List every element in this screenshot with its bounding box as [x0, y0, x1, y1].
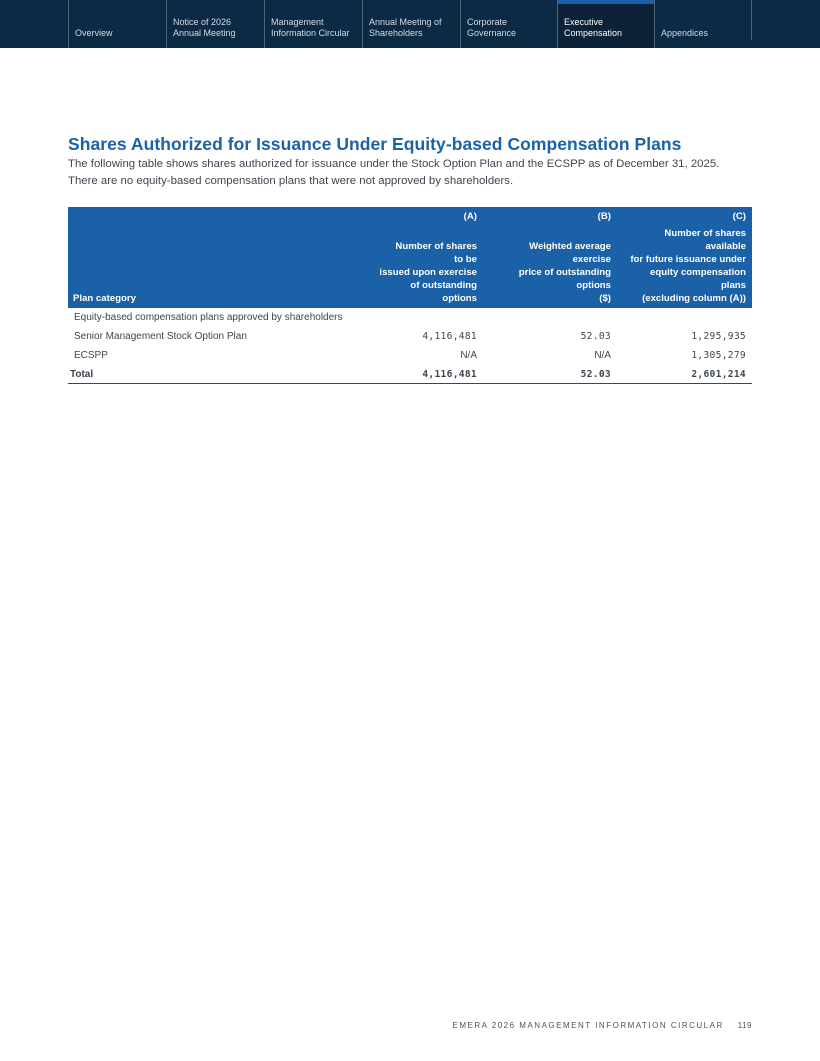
table-row — [68, 346, 752, 365]
top-navigation — [0, 0, 820, 48]
table-row — [68, 327, 752, 346]
equity-compensation-table — [68, 207, 752, 384]
row-value-b: N/A — [594, 350, 611, 361]
row-label: Senior Management Stock Option Plan — [74, 331, 247, 342]
header-col-b-letter: (B) — [597, 211, 611, 222]
nav-tab-label: Corporate Governance — [467, 17, 517, 38]
page-title: Shares Authorized for Issuance Under Equity-based Compensation Plans — [68, 134, 682, 154]
nav-tab-label: Executive Compensation — [564, 17, 623, 38]
nav-tab-label: Appendices — [661, 28, 709, 38]
intro-paragraph — [68, 156, 758, 190]
nav-tab-label: Annual Meeting of Shareholders — [369, 17, 442, 38]
nav-tab-annual-meeting-of-shareholders[interactable] — [362, 0, 460, 48]
nav-tab-notice-annual-meeting[interactable] — [166, 0, 264, 48]
header-col-a-letter: (A) — [463, 211, 477, 222]
header-col-a: Number of shares to be issued upon exercise of outstanding options — [379, 241, 477, 304]
table-total-row — [68, 365, 752, 384]
intro-line-1: The following table shows shares authorized for issuance under the Stock Option Plan and the ECSPP as of December 31, 2025. — [68, 158, 720, 170]
nav-tab-corporate-governance[interactable] — [460, 0, 557, 48]
total-value-c: 2,601,214 — [691, 369, 746, 380]
total-label: Total — [70, 369, 94, 380]
nav-tab-management-information-circular[interactable] — [264, 0, 362, 48]
table-group-row — [68, 308, 752, 327]
total-value-a: 4,116,481 — [422, 369, 477, 380]
nav-divider — [751, 0, 752, 40]
nav-tab-label: Notice of 2026 Annual Meeting — [173, 17, 236, 38]
page-number: 119 — [737, 1021, 752, 1030]
table-header — [68, 207, 752, 308]
nav-tab-appendices[interactable] — [654, 0, 751, 48]
header-col-c-letter: (C) — [732, 211, 746, 222]
row-value-c: 1,305,279 — [691, 350, 746, 361]
row-value-c: 1,295,935 — [691, 331, 746, 342]
row-label: ECSPP — [74, 350, 108, 361]
nav-tab-label: Management Information Circular — [271, 17, 350, 38]
header-col-b: Weighted average exercise price of outstanding options ($) — [518, 241, 611, 304]
row-value-a: 4,116,481 — [422, 331, 477, 342]
row-value-b: 52.03 — [580, 331, 611, 342]
group-label: Equity-based compensation plans approved by shareholders — [74, 312, 343, 323]
nav-tab-label: Overview — [75, 28, 113, 38]
row-value-a: N/A — [460, 350, 477, 361]
page-footer — [453, 1021, 752, 1030]
footer-document-title: EMERA 2026 MANAGEMENT INFORMATION CIRCULAR — [452, 1021, 724, 1030]
header-col-c: Number of shares available for future issuance under equity compensation plans (excluding column (A)) — [630, 228, 746, 304]
nav-tab-executive-compensation[interactable] — [557, 0, 654, 48]
nav-tab-overview[interactable] — [68, 0, 166, 48]
total-value-b: 52.03 — [580, 369, 611, 380]
intro-line-2: There are no equity-based compensation plans that were not approved by shareholders. — [68, 175, 514, 187]
header-plan-category: Plan category — [73, 293, 136, 304]
